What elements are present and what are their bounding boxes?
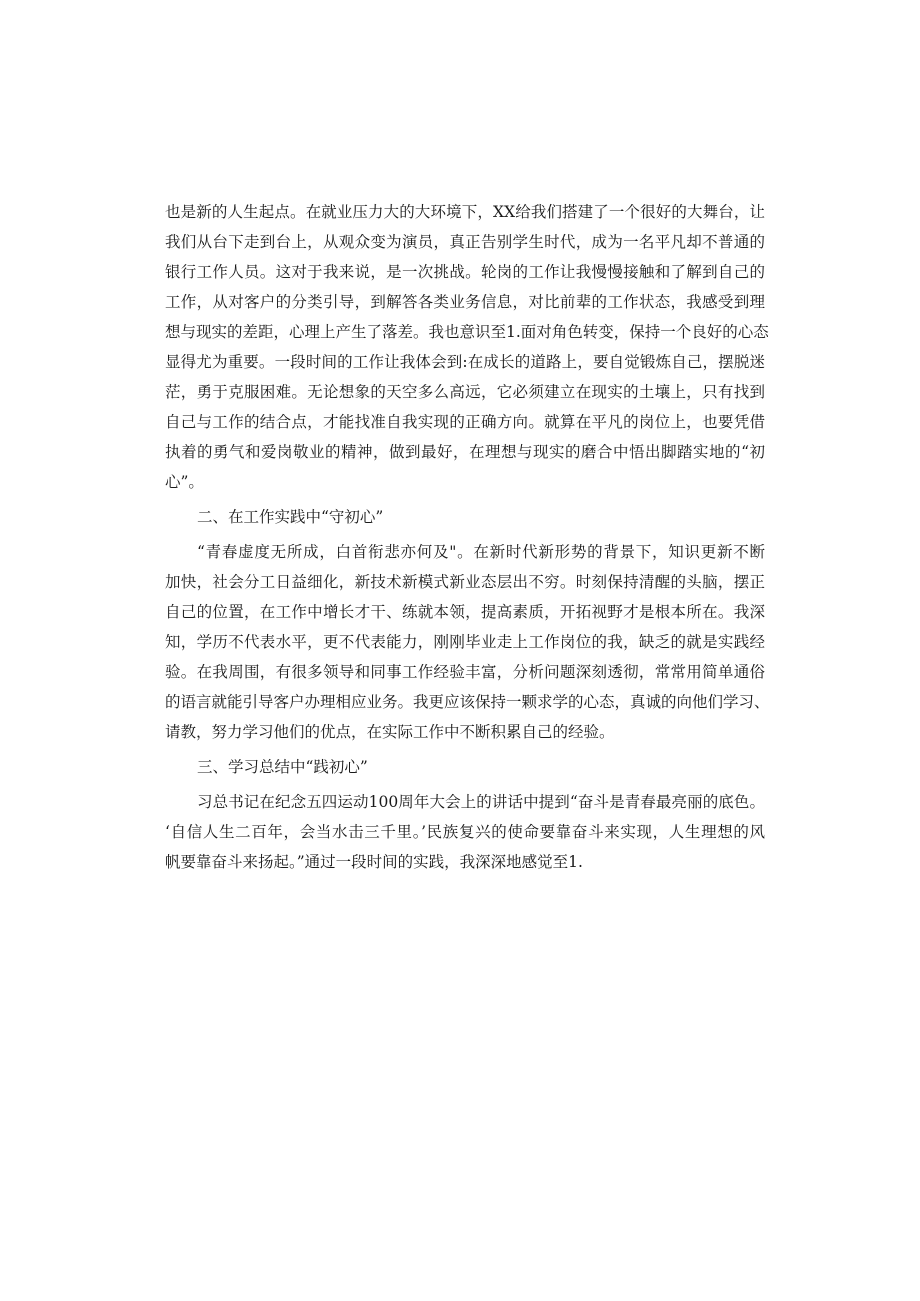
text-line: 帆要靠奋斗来扬起。”通过一段时间的实践，我深深地感觉至1. xyxy=(165,853,583,871)
document-body xyxy=(165,197,770,877)
text-line: 心”。 xyxy=(165,473,204,491)
text-line: 也是新的人生起点。在就业压力大的大环境下，XX给我们搭建了一个很好的大舞台，让 xyxy=(165,203,765,221)
text-line: ‘自信人生二百年，会当水击三千里。’民族复兴的使命要靠奋斗来实现，人生理想的风 xyxy=(165,823,765,841)
text-line: 的语言就能引导客户办理相应业务。我更应该保持一颗求学的心态，真诚的向他们学习、 xyxy=(165,693,770,711)
text-line: 我们从台下走到台上，从观众变为演员，真正告别学生时代，成为一名平凡却不普通的 xyxy=(165,233,765,251)
text-line: 显得尤为重要。一段时间的工作让我体会到:在成长的道路上，要自觉锻炼自己，摆脱迷 xyxy=(165,353,765,371)
text-line: 工作，从对客户的分类引导，到解答各类业务信息，对比前辈的工作状态，我感受到理 xyxy=(165,293,765,311)
section-heading-3: 三、学习总结中“践初心” xyxy=(197,758,368,776)
text-line: 加快，社会分工日益细化，新技术新模式新业态层出不穷。时刻保持清醒的头脑，摆正 xyxy=(165,573,765,591)
paragraph-2 xyxy=(165,537,770,747)
text-line: 茫，勇于克服困难。无论想象的天空多么高远，它必须建立在现实的土壤上，只有找到 xyxy=(165,383,765,401)
text-line: “青春虚度无所成，白首衔悲亦何及"。在新时代新形势的背景下，知识更新不断 xyxy=(197,543,765,561)
paragraph-3 xyxy=(165,787,765,877)
text-line: 自己的位置，在工作中增长才干、练就本领，提高素质，开拓视野才是根本所在。我深 xyxy=(165,603,765,621)
text-line: 习总书记在纪念五四运动100周年大会上的讲话中提到“奋斗是青春最亮丽的底色。 xyxy=(197,793,765,811)
text-line: 银行工作人员。这对于我来说，是一次挑战。轮岗的工作让我慢慢接触和了解到自己的 xyxy=(165,263,765,281)
text-line: 想与现实的差距，心理上产生了落差。我也意识至1.面对角色转变，保持一个良好的心态 xyxy=(165,323,769,341)
text-line: 知，学历不代表水平，更不代表能力，刚刚毕业走上工作岗位的我，缺乏的就是实践经 xyxy=(165,633,765,651)
text-line: 自己与工作的结合点，才能找准自我实现的正确方向。就算在平凡的岗位上，也要凭借 xyxy=(165,413,765,431)
paragraph-1 xyxy=(165,197,769,497)
text-line: 验。在我周围，有很多领导和同事工作经验丰富，分析问题深刻透彻，常常用简单通俗 xyxy=(165,663,765,681)
section-heading-2: 二、在工作实践中“守初心” xyxy=(197,508,384,526)
text-line: 请教，努力学习他们的优点，在实际工作中不断积累自己的经验。 xyxy=(165,723,615,741)
text-line: 执着的勇气和爱岗敬业的精神，做到最好，在理想与现实的磨合中悟出脚踏实地的“初 xyxy=(165,443,765,461)
